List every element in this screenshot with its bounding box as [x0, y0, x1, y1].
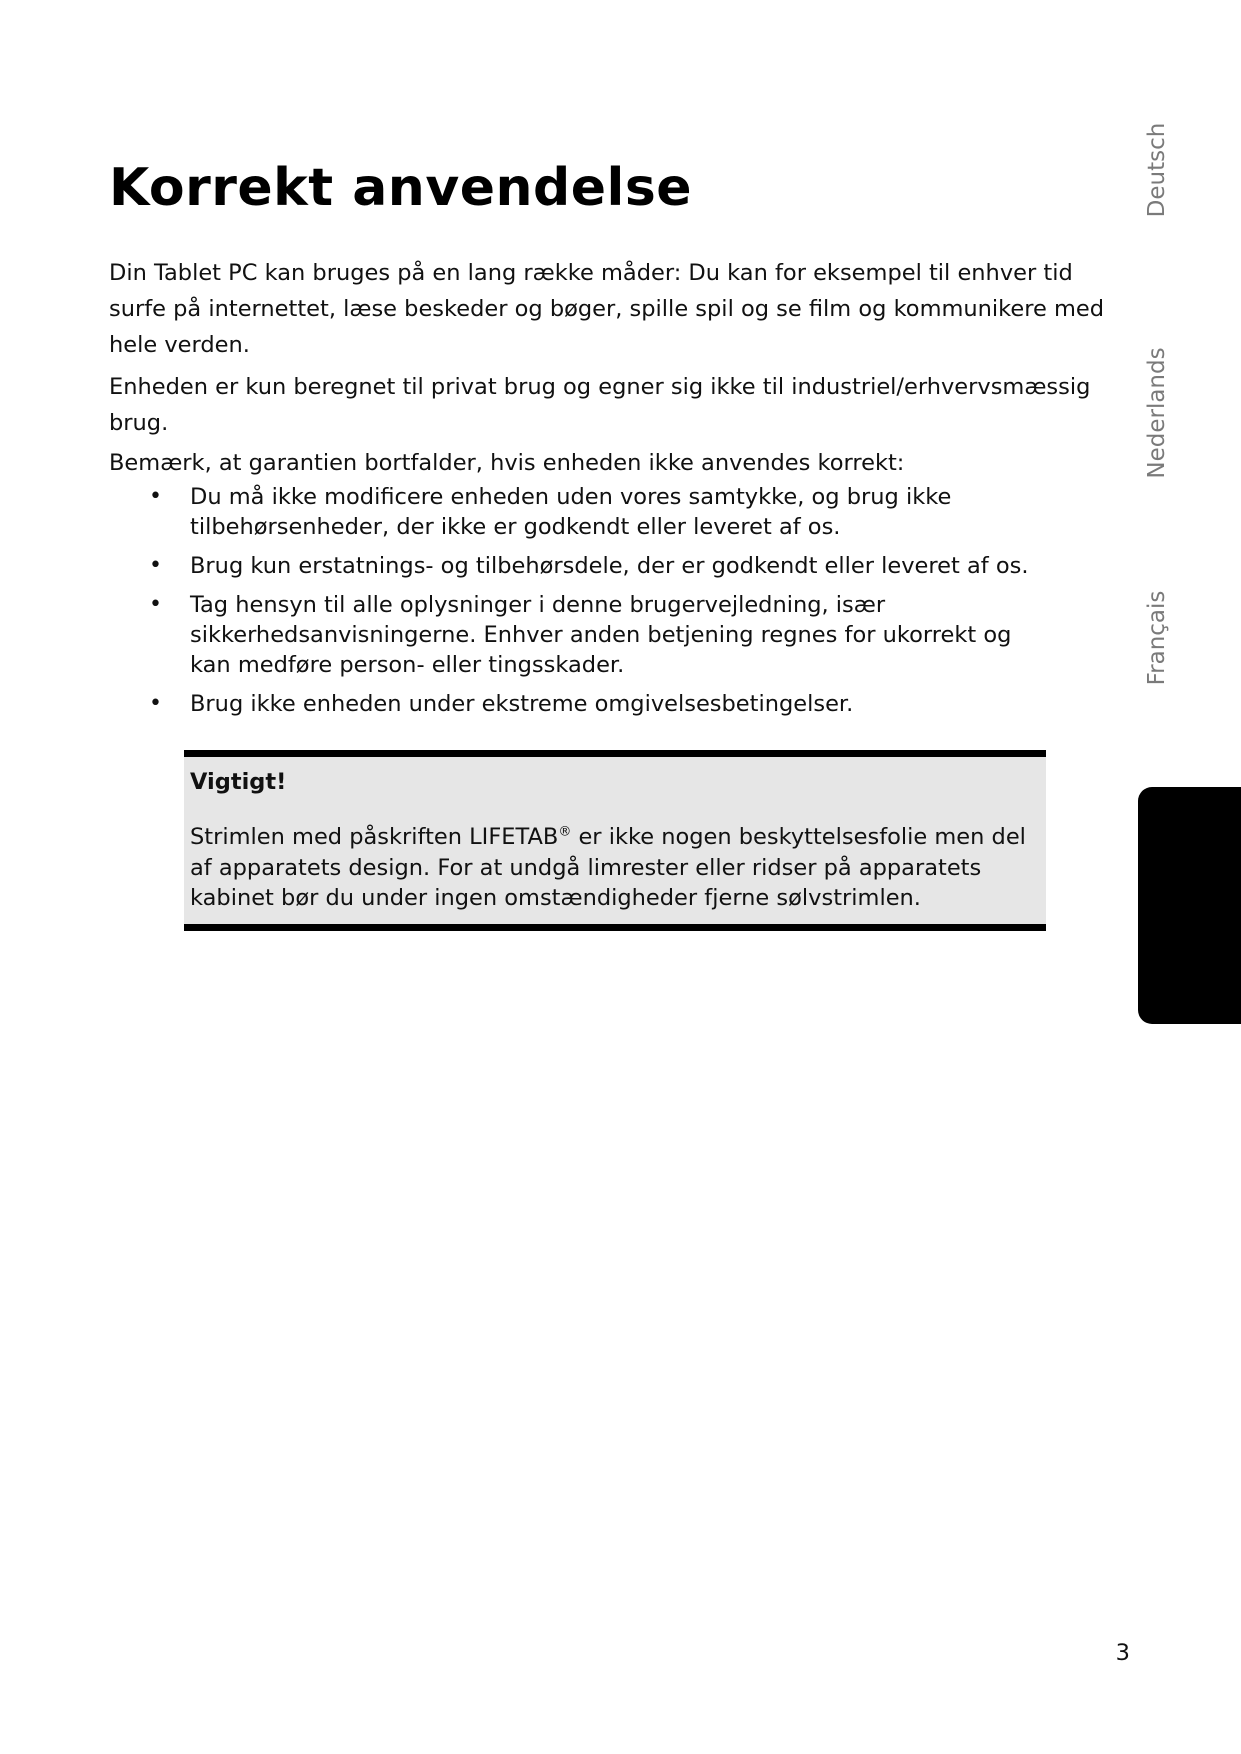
intro-paragraph: Din Tablet PC kan bruges på en lang række måder: Du kan for eksempel til enhver tid surfe på internettet, læse beskeder og bøger, spille spil og se film og kommunikere med hele verden.: [109, 260, 1105, 358]
page-number: 3: [1115, 1640, 1130, 1666]
language-tab-nederlands[interactable]: Nederlands: [1144, 347, 1170, 479]
important-notice-box: [184, 750, 1046, 931]
list-item-text: Brug ikke enheden under ekstreme omgivelsesbetingelser.: [190, 691, 854, 717]
list-item: [109, 482, 1049, 542]
bullet-icon: •: [149, 484, 162, 509]
notice-text-end: er ikke nogen beskyttelsesfolie men del af apparatets design. For at undgå limrester eller ridser på apparatets kabinet bør du under ingen omstændigheder fjerne sølvstrimlen.: [190, 824, 1026, 911]
list-item: [109, 689, 1049, 719]
bullet-icon: •: [149, 592, 162, 617]
private-use-paragraph: Enheden er kun beregnet til privat brug og egner sig ikke til industriel/erhvervsmæssig brug.: [109, 374, 1091, 436]
list-item-text: Du må ikke modificere enheden uden vores samtykke, og brug ikke tilbehørsenheder, der ikke er godkendt eller leveret af os.: [190, 484, 952, 540]
notice-text: [190, 822, 1038, 914]
notice-title: Vigtigt!: [190, 769, 287, 795]
bullet-icon: •: [149, 553, 162, 578]
list-item-text: Tag hensyn til alle oplysninger i denne brugervejledning, især sikkerhedsanvisningerne. Enhver anden betjening regnes for ukorrekt og kan medføre person- eller tingsskader.: [190, 592, 1012, 678]
language-tab-deutsch[interactable]: Deutsch: [1144, 122, 1170, 218]
usage-rules-list: [109, 482, 1049, 728]
trademark-symbol: ®: [558, 824, 572, 840]
active-language-tab-marker: [1138, 787, 1241, 1024]
list-item-text: Brug kun erstatnings- og tilbehørsdele, der er godkendt eller leveret af os.: [190, 553, 1029, 579]
list-item: [109, 590, 1049, 680]
warranty-paragraph: Bemærk, at garantien bortfalder, hvis enheden ikke anvendes korrekt:: [109, 450, 905, 476]
list-item: [109, 551, 1049, 581]
notice-text-start: Strimlen med påskriften LIFETAB: [190, 824, 559, 850]
language-tab-francais[interactable]: Français: [1144, 590, 1170, 686]
bullet-icon: •: [149, 691, 162, 716]
page-title: Korrekt anvendelse: [109, 158, 693, 218]
